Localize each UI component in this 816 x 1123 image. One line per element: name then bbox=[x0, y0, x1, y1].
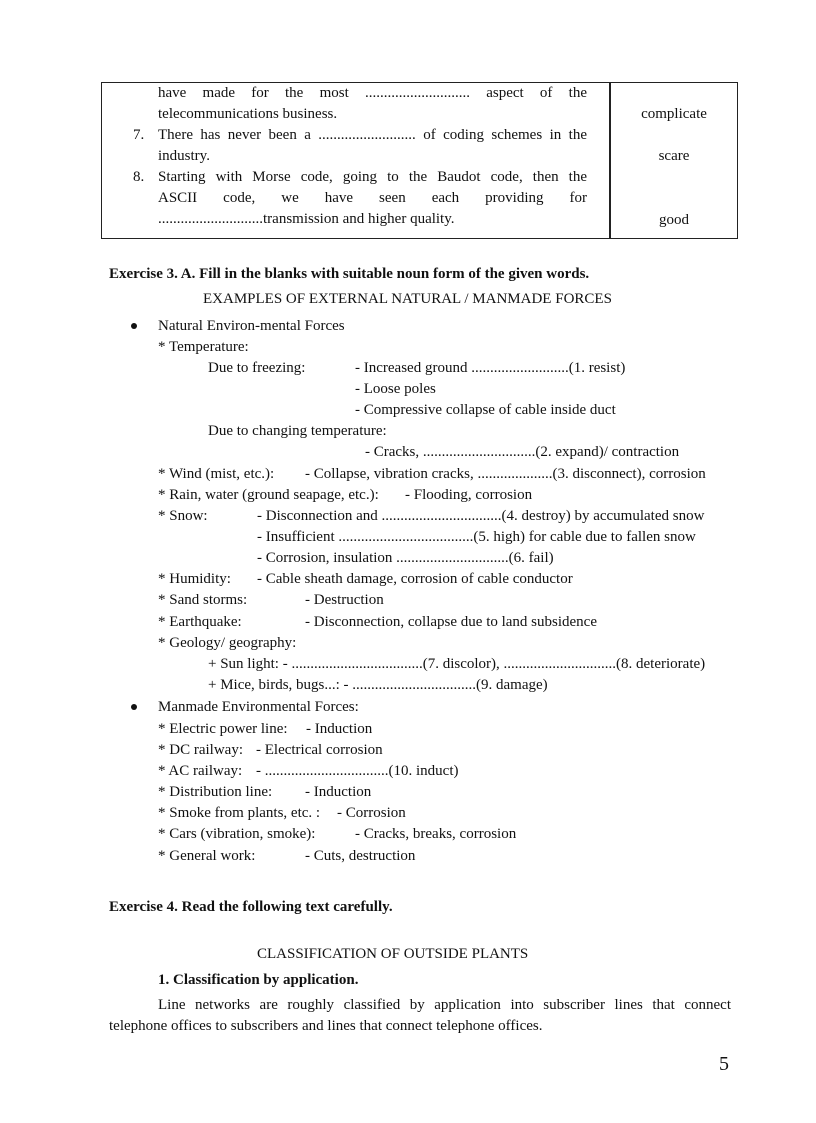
list-item: - Insufficient ....................................(5. high) for cable due to fallen snow bbox=[257, 529, 696, 545]
list-item: - Cracks, ..............................(2. expand)/ contraction bbox=[365, 444, 680, 460]
list-item: - Flooding, corrosion bbox=[405, 487, 533, 503]
table-row-text: There has never been a .......................... of coding schemes in the bbox=[158, 127, 587, 143]
list-label: * Snow: bbox=[158, 508, 208, 524]
list-item: Natural Environ-mental Forces bbox=[158, 318, 345, 334]
list-item: - Corrosion, insulation ..............................(6. fail) bbox=[257, 550, 554, 566]
list-item: - Cable sheath damage, corrosion of cable conductor bbox=[257, 571, 573, 587]
given-word: complicate bbox=[641, 106, 707, 122]
item-number: 7. bbox=[133, 127, 145, 143]
item-number: 8. bbox=[133, 169, 145, 185]
list-item: - Cuts, destruction bbox=[305, 848, 416, 864]
table-row-text: have made for the most ............................ aspect of the bbox=[158, 85, 587, 101]
list-label: * DC railway: bbox=[158, 742, 243, 758]
list-item: - Disconnection and ................................(4. destroy) by accumulated snow bbox=[257, 508, 705, 524]
list-label: Due to changing temperature: bbox=[208, 423, 387, 439]
list-item: - Collapse, vibration cracks, ....................(3. disconnect), corrosion bbox=[305, 466, 706, 482]
list-item: - Compressive collapse of cable inside duct bbox=[355, 402, 616, 418]
list-label: * Wind (mist, etc.): bbox=[158, 466, 275, 482]
section-title: EXAMPLES OF EXTERNAL NATURAL / MANMADE FORCES bbox=[203, 291, 612, 307]
list-label: * Electric power line: bbox=[158, 721, 288, 737]
list-item: - .................................(10. induct) bbox=[256, 763, 459, 779]
page-number: 5 bbox=[719, 1053, 729, 1075]
list-label: * Humidity: bbox=[158, 571, 231, 587]
list-label: Due to freezing: bbox=[208, 360, 306, 376]
paragraph-line: telephone offices to subscribers and lines that connect telephone offices. bbox=[109, 1018, 543, 1034]
given-word: good bbox=[659, 212, 689, 228]
table-row-text: Starting with Morse code, going to the Baudot code, then the bbox=[158, 169, 587, 185]
list-label: * Sand storms: bbox=[158, 592, 248, 608]
subsection-heading: 1. Classification by application. bbox=[158, 972, 359, 988]
bullet-icon bbox=[131, 323, 137, 329]
list-item: - Destruction bbox=[305, 592, 384, 608]
table-row-text: telecommunications business. bbox=[158, 106, 338, 122]
list-item: - Induction bbox=[305, 784, 372, 800]
list-label: * Rain, water (ground seapage, etc.): bbox=[158, 487, 379, 503]
list-item: - Loose poles bbox=[355, 381, 436, 397]
list-label: * General work: bbox=[158, 848, 256, 864]
list-item: + Sun light: - ...................................(7. discolor), ..............................(8. deteriorate) bbox=[208, 656, 706, 672]
list-item: + Mice, birds, bugs...: - .................................(9. damage) bbox=[208, 677, 548, 693]
section-title: CLASSIFICATION OF OUTSIDE PLANTS bbox=[257, 946, 529, 962]
list-item: * Temperature: bbox=[158, 339, 249, 355]
list-item: - Cracks, breaks, corrosion bbox=[355, 826, 517, 842]
table-row-text: ............................transmission and higher quality. bbox=[158, 211, 455, 227]
list-item: - Corrosion bbox=[337, 805, 406, 821]
list-label: * Earthquake: bbox=[158, 614, 242, 630]
table-row-text: ASCII code, we have seen each providing for bbox=[158, 190, 587, 206]
list-label: * Distribution line: bbox=[158, 784, 273, 800]
list-item: - Disconnection, collapse due to land subsidence bbox=[305, 614, 598, 630]
table-row-text: industry. bbox=[158, 148, 210, 164]
list-item: - Increased ground ..........................(1. resist) bbox=[355, 360, 626, 376]
list-item: Manmade Environmental Forces: bbox=[158, 699, 359, 715]
bullet-icon bbox=[131, 704, 137, 710]
list-item: - Induction bbox=[306, 721, 373, 737]
list-label: * Smoke from plants, etc. : bbox=[158, 805, 321, 821]
list-item: - Electrical corrosion bbox=[256, 742, 383, 758]
given-word: scare bbox=[658, 148, 690, 164]
list-label: * Cars (vibration, smoke): bbox=[158, 826, 316, 842]
list-label: * Geology/ geography: bbox=[158, 635, 297, 651]
exercise-4-heading: Exercise 4. Read the following text carefully. bbox=[109, 899, 393, 915]
list-label: * AC railway: bbox=[158, 763, 243, 779]
exercise-3-heading: Exercise 3. A. Fill in the blanks with suitable noun form of the given words. bbox=[109, 266, 590, 282]
paragraph-line: Line networks are roughly classified by application into subscriber lines that connect bbox=[158, 997, 731, 1013]
